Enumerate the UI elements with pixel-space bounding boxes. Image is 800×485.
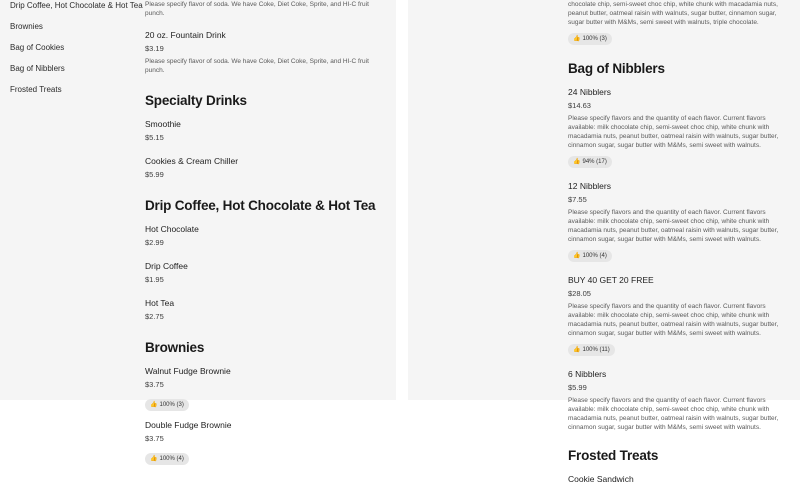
thumbs-up-icon: 👍 bbox=[573, 253, 581, 259]
menu-item-name: 6 Nibblers bbox=[568, 369, 607, 379]
rating-value: 100% (3) bbox=[159, 402, 184, 408]
menu-category-nav bbox=[0, 0, 145, 100]
menu-item-price: $2.99 bbox=[145, 238, 164, 247]
menu-items-column bbox=[145, 0, 396, 478]
section-heading-bag-of-nibblers: Bag of Nibblers bbox=[568, 61, 665, 76]
partial-item-description: chocolate chip, semi-sweet choc chip, white chunk with macadamia nuts, peanut butter, oatmeal raisin with walnuts, sugar butter, cinnamon sugar, sugar butter with M&Ms, semi sweet with walnuts, triple chocolate. bbox=[568, 1, 778, 26]
partial-item-description: Please specify flavor of soda. We have Coke, Diet Coke, Sprite, and HI-C fruit punch. bbox=[145, 1, 369, 17]
sidebar-item-label: Bag of Nibblers bbox=[10, 64, 65, 73]
menu-item-price: $1.95 bbox=[145, 275, 164, 284]
menu-item[interactable] bbox=[568, 87, 788, 168]
sidebar-item-label: Frosted Treats bbox=[10, 85, 62, 94]
menu-item[interactable] bbox=[145, 261, 382, 285]
rating-value: 100% (3) bbox=[582, 36, 607, 42]
section-heading-drip-coffee: Drip Coffee, Hot Chocolate & Hot Tea bbox=[145, 198, 376, 213]
menu-item[interactable] bbox=[568, 474, 788, 485]
right-menu-pane bbox=[408, 0, 800, 484]
sidebar-item-bag-of-nibblers[interactable] bbox=[8, 58, 137, 79]
thumbs-up-icon: 👍 bbox=[150, 456, 158, 462]
rating-badge bbox=[568, 156, 612, 168]
section-heading-specialty-drinks: Specialty Drinks bbox=[145, 93, 247, 108]
rating-value: 94% (17) bbox=[582, 159, 607, 165]
menu-item-description: Please specify flavors and the quantity of each flavor. Current flavors available: milk chocolate chip, semi-sweet choc chip, white chunk with macadamia nuts, peanut butter, oatmeal raisin with walnuts, sugar butter, cinnamon sugar, sugar butter with M&Ms, semi sweet with walnuts. bbox=[568, 209, 779, 243]
sidebar-item-label: Brownies bbox=[10, 22, 43, 31]
menu-item-price: $5.15 bbox=[145, 133, 164, 142]
menu-item[interactable] bbox=[145, 298, 382, 322]
section-heading-frosted-treats: Frosted Treats bbox=[568, 448, 659, 463]
menu-item[interactable] bbox=[145, 420, 382, 465]
menu-item-name: 12 Nibblers bbox=[568, 181, 611, 191]
left-menu-pane bbox=[0, 0, 396, 462]
rating-value: 100% (4) bbox=[159, 456, 184, 462]
menu-item[interactable] bbox=[145, 224, 382, 248]
thumbs-up-icon: 👍 bbox=[573, 159, 581, 165]
menu-item[interactable] bbox=[145, 366, 382, 411]
sidebar-item-drip-coffee[interactable] bbox=[8, 0, 143, 16]
sidebar-item-bag-of-cookies[interactable] bbox=[8, 37, 137, 58]
menu-item-name: 24 Nibblers bbox=[568, 87, 611, 97]
menu-item-name: Cookies & Cream Chiller bbox=[145, 156, 239, 166]
rating-badge bbox=[145, 453, 189, 465]
rating-badge bbox=[145, 399, 189, 411]
rating-badge bbox=[568, 250, 612, 262]
menu-item-name: Hot Tea bbox=[145, 298, 175, 308]
menu-item-price: $28.05 bbox=[568, 289, 591, 298]
menu-item-description: Please specify flavors and the quantity of each flavor. Current flavors available: milk chocolate chip, semi-sweet choc chip, white chunk with macadamia nuts, peanut butter, oatmeal raisin with walnuts, sugar butter, cinnamon sugar, sugar butter with M&Ms, semi sweet with walnuts. bbox=[568, 115, 779, 149]
rating-value: 100% (11) bbox=[582, 347, 610, 353]
rating-badge bbox=[568, 33, 612, 45]
menu-item[interactable] bbox=[568, 275, 788, 356]
rating-value: 100% (4) bbox=[582, 253, 607, 259]
menu-item-name: Drip Coffee bbox=[145, 261, 188, 271]
menu-item[interactable] bbox=[145, 119, 382, 143]
menu-item-description: Please specify flavor of soda. We have Coke, Diet Coke, Sprite, and HI-C fruit punch. bbox=[145, 58, 369, 74]
menu-item-name: BUY 40 GET 20 FREE bbox=[568, 275, 654, 285]
thumbs-up-icon: 👍 bbox=[573, 347, 581, 353]
thumbs-up-icon: 👍 bbox=[573, 36, 581, 42]
menu-item-price: $5.99 bbox=[568, 383, 587, 392]
menu-item[interactable] bbox=[568, 181, 788, 262]
rating-badge bbox=[568, 344, 615, 356]
thumbs-up-icon: 👍 bbox=[150, 402, 158, 408]
menu-item-name: Smoothie bbox=[145, 119, 181, 129]
menu-item[interactable] bbox=[145, 156, 382, 180]
menu-item[interactable] bbox=[145, 30, 382, 75]
menu-item-price: $3.75 bbox=[145, 434, 164, 443]
menu-item[interactable] bbox=[568, 369, 788, 432]
sidebar-item-brownies[interactable] bbox=[8, 16, 137, 37]
menu-item-name: Walnut Fudge Brownie bbox=[145, 366, 231, 376]
sidebar-item-label: Drip Coffee, Hot Chocolate & Hot Tea bbox=[10, 1, 143, 10]
menu-item-description: Please specify flavors and the quantity of each flavor. Current flavors available: milk chocolate chip, semi-sweet choc chip, white chunk with macadamia nuts, peanut butter, oatmeal raisin with walnuts, sugar butter, cinnamon sugar, sugar butter with M&Ms, semi sweet with walnuts. bbox=[568, 397, 779, 431]
menu-item-price: $7.55 bbox=[568, 195, 587, 204]
menu-item-price: $2.75 bbox=[145, 312, 164, 321]
menu-item-price: $3.19 bbox=[145, 44, 164, 53]
menu-item-price: $5.99 bbox=[145, 170, 164, 179]
section-heading-brownies: Brownies bbox=[145, 340, 205, 355]
menu-item-name: 20 oz. Fountain Drink bbox=[145, 30, 226, 40]
menu-item-name: Hot Chocolate bbox=[145, 224, 199, 234]
menu-item-description: Please specify flavors and the quantity of each flavor. Current flavors available: milk chocolate chip, semi-sweet choc chip, white chunk with macadamia nuts, peanut butter, oatmeal raisin with walnuts, sugar butter, cinnamon sugar, sugar butter with M&Ms, semi sweet with walnuts. bbox=[568, 303, 779, 337]
sidebar-item-frosted-treats[interactable] bbox=[8, 79, 137, 100]
sidebar-item-label: Bag of Cookies bbox=[10, 43, 65, 52]
menu-item-name: Double Fudge Brownie bbox=[145, 420, 232, 430]
menu-item-name: Cookie Sandwich bbox=[568, 474, 634, 484]
menu-item-price: $14.63 bbox=[568, 101, 591, 110]
pane-divider bbox=[396, 0, 408, 400]
menu-item-price: $3.75 bbox=[145, 380, 164, 389]
